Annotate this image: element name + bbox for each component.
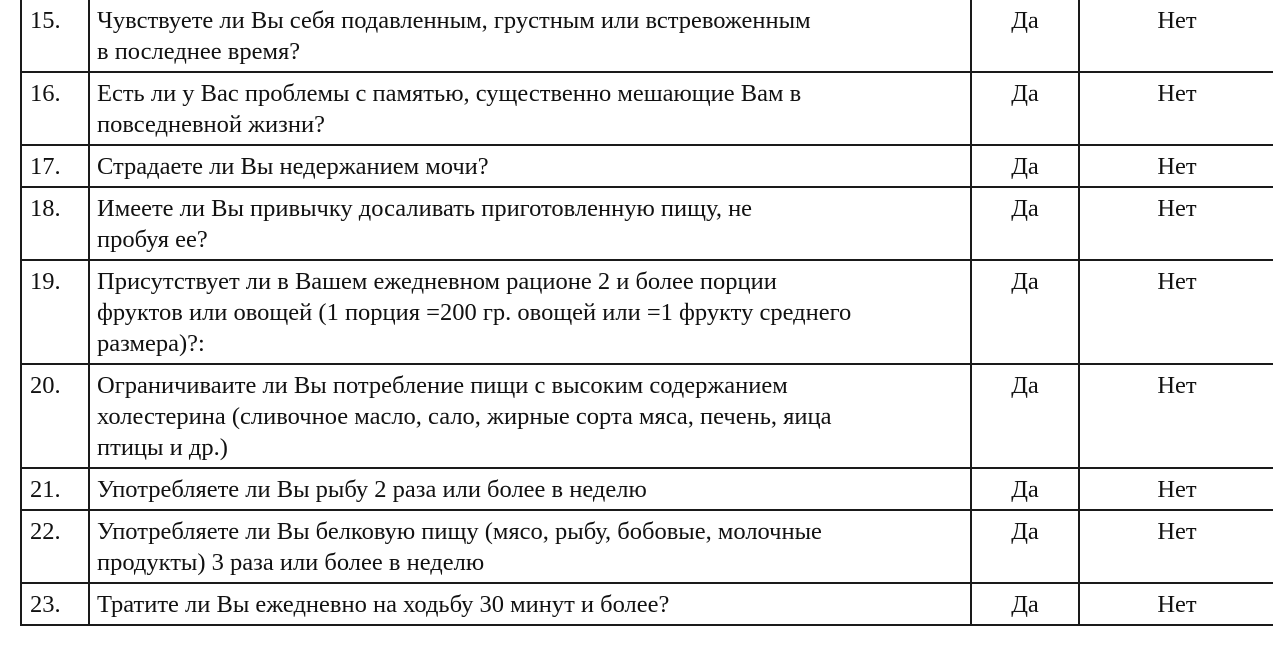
question-number: 15.: [21, 0, 89, 72]
question-text-line: продукты) 3 раза или более в неделю: [97, 549, 485, 576]
question-text-line: Есть ли у Вас проблемы с памятью, существенно мешающие Вам в: [97, 80, 802, 107]
questionnaire-rows: [21, 0, 1273, 625]
answer-no-option[interactable]: Нет: [1079, 187, 1273, 260]
question-text-line: холестерина (сливочное масло, сало, жирные сорта мяса, печень, яица: [97, 403, 832, 430]
question-text-line: размера)?:: [97, 330, 205, 357]
question-text: [89, 187, 971, 260]
question-text-line: в последнее время?: [97, 38, 301, 65]
question-text-line: Присутствует ли в Вашем ежедневном рационе 2 и более порции: [97, 268, 777, 295]
question-text-line: повседневной жизни?: [97, 111, 325, 138]
question-text: [89, 72, 971, 145]
answer-no-option[interactable]: Нет: [1079, 260, 1273, 364]
table-row: [21, 187, 1273, 260]
question-text-line: пробуя ее?: [97, 226, 208, 253]
answer-yes-option[interactable]: Да: [971, 145, 1079, 187]
table-row: [21, 510, 1273, 583]
table-row: [21, 260, 1273, 364]
question-number: 20.: [21, 364, 89, 468]
answer-yes-option[interactable]: Да: [971, 72, 1079, 145]
question-text-line: Употребляете ли Вы рыбу 2 раза или более в неделю: [97, 476, 647, 503]
answer-yes-option[interactable]: Да: [971, 583, 1079, 625]
table-row: [21, 72, 1273, 145]
answer-no-option[interactable]: Нет: [1079, 0, 1273, 72]
question-text-line: Тратите ли Вы ежедневно на ходьбу 30 минут и более?: [97, 591, 670, 618]
answer-yes-option[interactable]: Да: [971, 260, 1079, 364]
questionnaire-table: [20, 0, 1273, 626]
question-text-line: фруктов или овощей (1 порция =200 гр. овощей или =1 фрукту среднего: [97, 299, 852, 326]
answer-yes-option[interactable]: Да: [971, 364, 1079, 468]
question-text: [89, 0, 971, 72]
table-row: [21, 145, 1273, 187]
table-row: [21, 468, 1273, 510]
question-number: 19.: [21, 260, 89, 364]
table-row: [21, 0, 1273, 72]
answer-yes-option[interactable]: Да: [971, 510, 1079, 583]
question-number: 17.: [21, 145, 89, 187]
question-text: [89, 260, 971, 364]
question-text: [89, 510, 971, 583]
question-number: 16.: [21, 72, 89, 145]
answer-yes-option[interactable]: Да: [971, 468, 1079, 510]
table-row: [21, 364, 1273, 468]
answer-no-option[interactable]: Нет: [1079, 364, 1273, 468]
question-number: 23.: [21, 583, 89, 625]
question-text: [89, 468, 971, 510]
question-text-line: Имеете ли Вы привычку досаливать приготовленную пищу, не: [97, 195, 753, 222]
answer-yes-option[interactable]: Да: [971, 0, 1079, 72]
question-text-line: Чувствуете ли Вы себя подавленным, грустным или встревоженным: [97, 7, 811, 34]
question-text-line: птицы и др.): [97, 434, 228, 461]
answer-yes-option[interactable]: Да: [971, 187, 1079, 260]
question-number: 18.: [21, 187, 89, 260]
question-text-line: Ограничиваите ли Вы потребление пищи с высоким содержанием: [97, 372, 788, 399]
question-number: 21.: [21, 468, 89, 510]
answer-no-option[interactable]: Нет: [1079, 510, 1273, 583]
table-row: [21, 583, 1273, 625]
answer-no-option[interactable]: Нет: [1079, 583, 1273, 625]
question-text: [89, 364, 971, 468]
question-text: [89, 145, 971, 187]
question-text: [89, 583, 971, 625]
answer-no-option[interactable]: Нет: [1079, 468, 1273, 510]
answer-no-option[interactable]: Нет: [1079, 72, 1273, 145]
question-text-line: Употребляете ли Вы белковую пищу (мясо, рыбу, бобовые, молочные: [97, 518, 822, 545]
question-number: 22.: [21, 510, 89, 583]
answer-no-option[interactable]: Нет: [1079, 145, 1273, 187]
question-text-line: Страдаете ли Вы недержанием мочи?: [97, 153, 489, 180]
